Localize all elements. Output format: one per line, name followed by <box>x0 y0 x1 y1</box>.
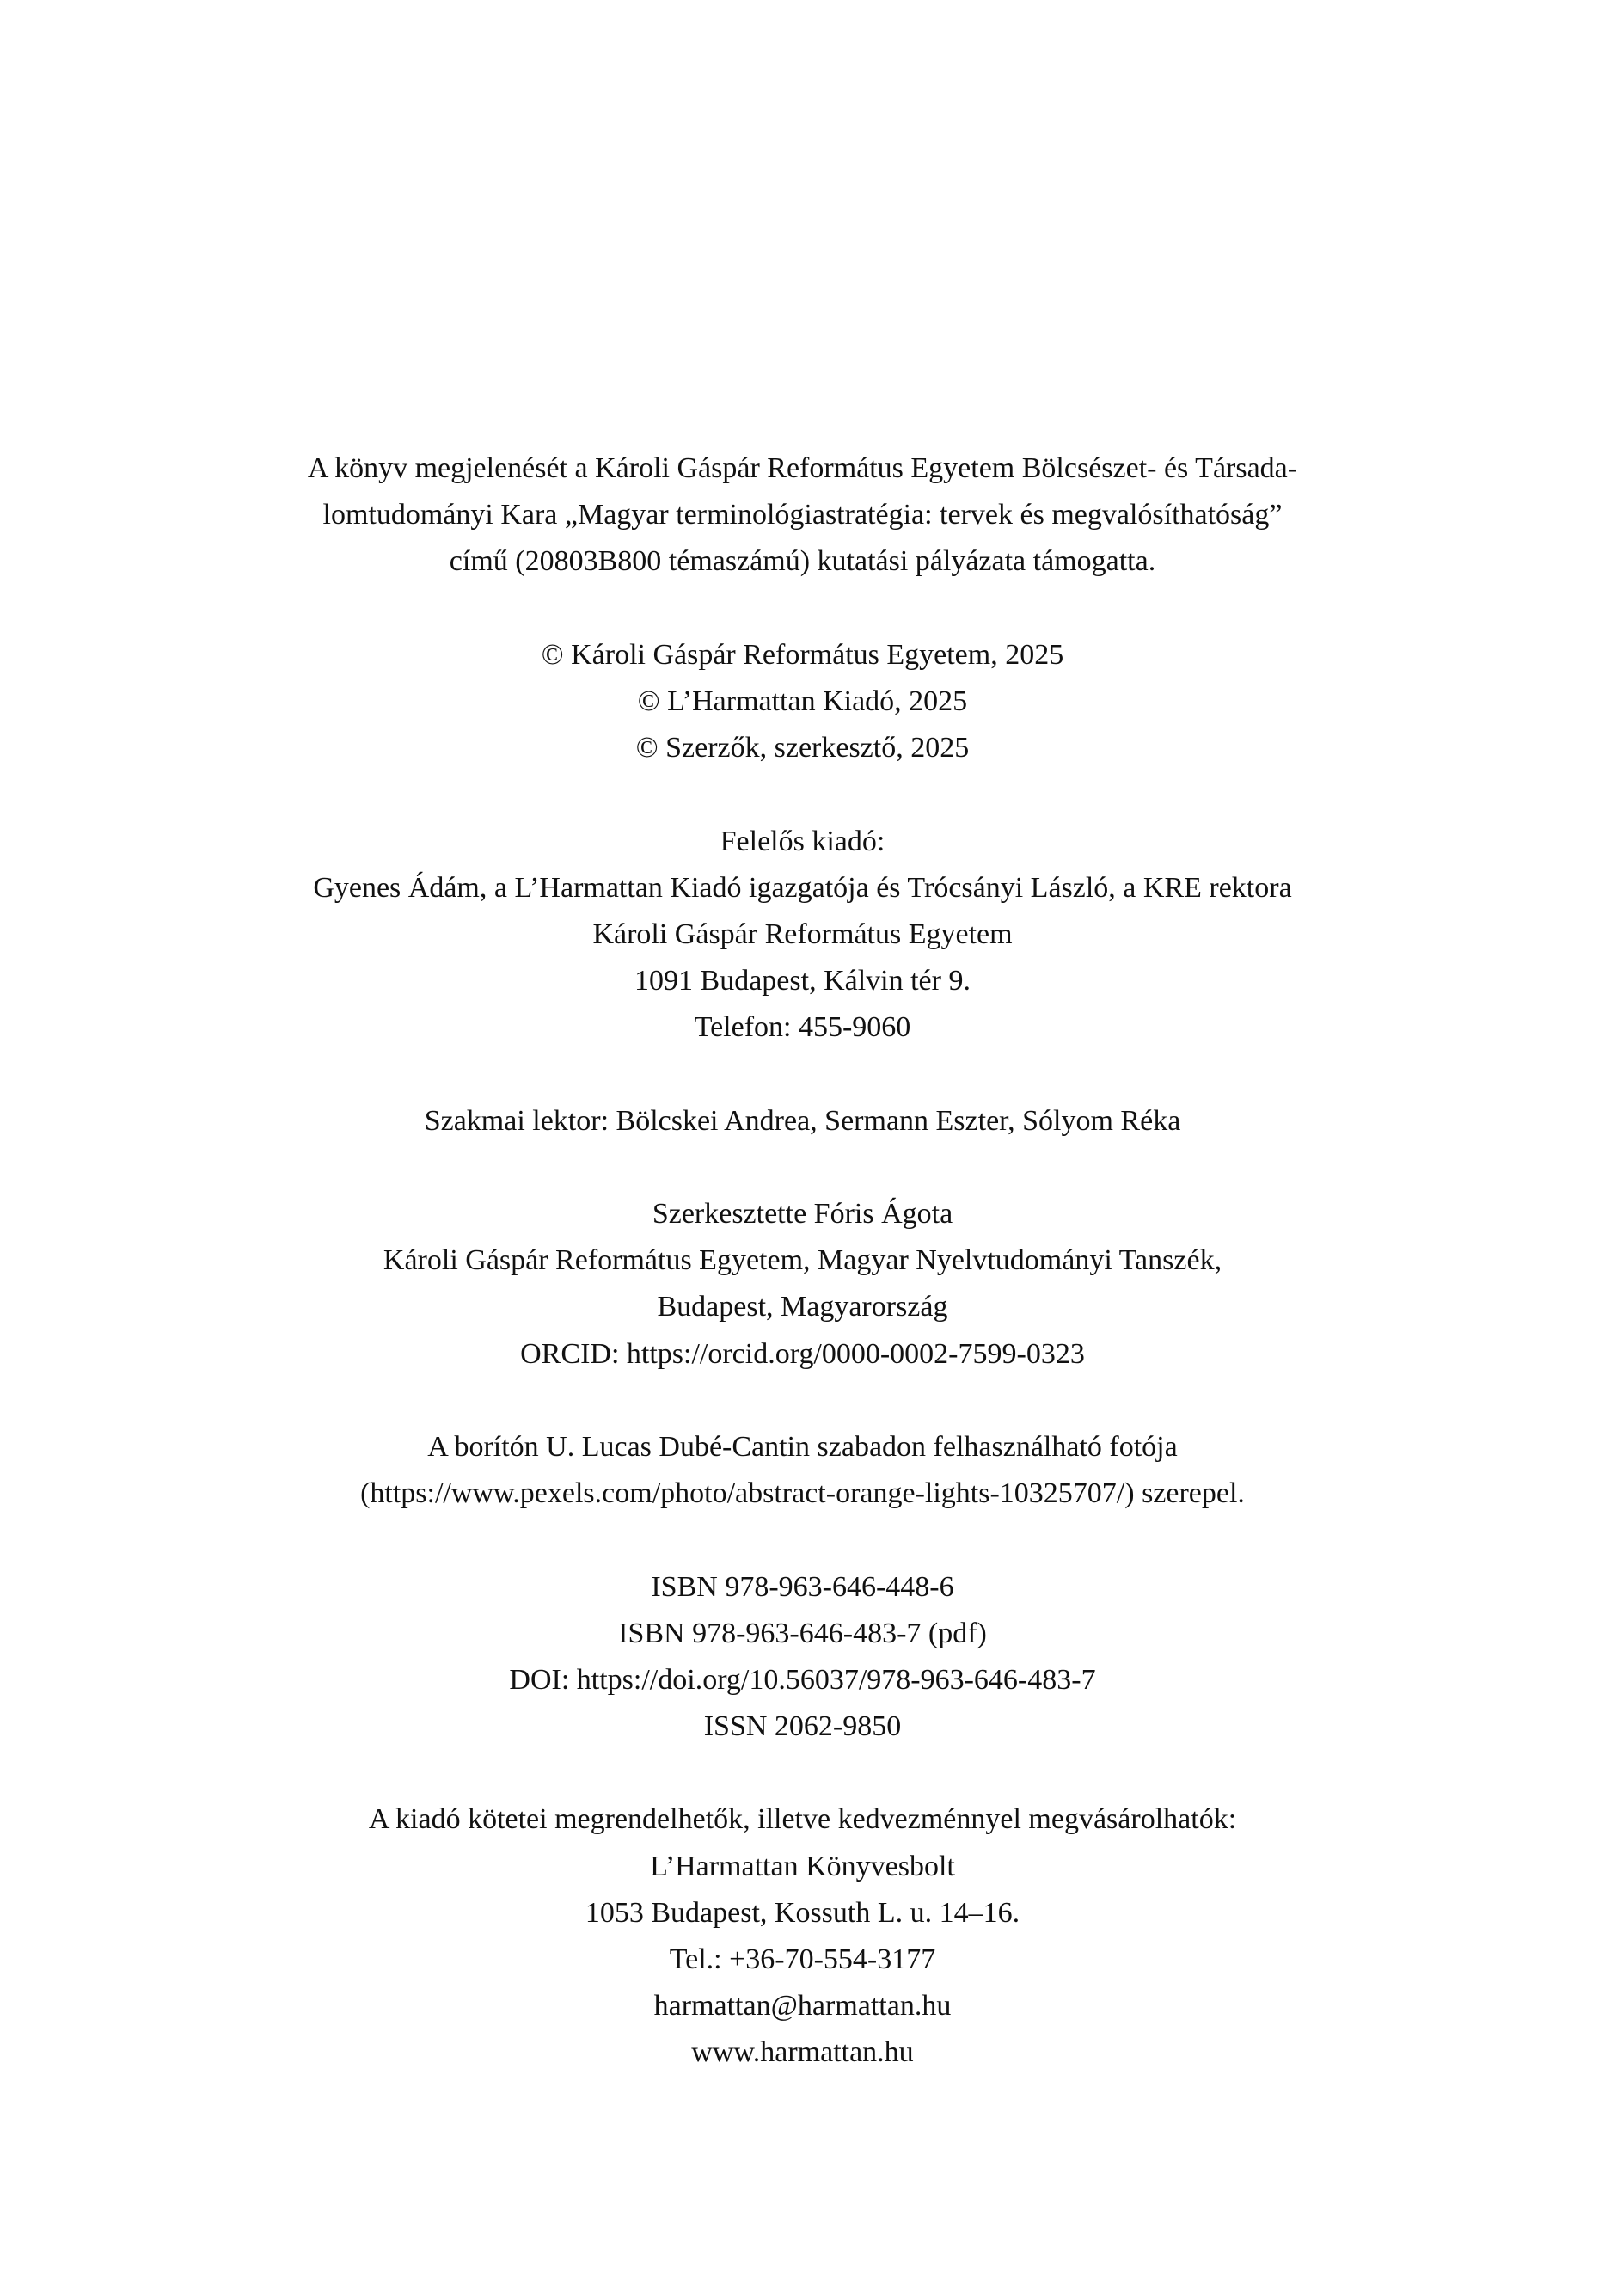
bookstore-email-link[interactable]: harmattan@harmattan.hu <box>653 1990 952 2023</box>
copyright-line: © Szerzők, szerkesztő, 2025 <box>635 732 970 764</box>
publisher-address: 1091 Budapest, Kálvin tér 9. <box>634 965 971 998</box>
bookstore-address: 1053 Budapest, Kossuth L. u. 14–16. <box>585 1896 1020 1929</box>
editor-line: Szerkesztette Fóris Ágota <box>652 1198 953 1230</box>
reviewers-block <box>0 1098 1605 1145</box>
funding-line: A könyv megjelenését a Károli Gáspár Református Egyetem Bölcsészet- és Társada- <box>307 452 1298 484</box>
publisher-line: Gyenes Ádám, a L’Harmattan Kiadó igazgatója és Trócsányi László, a KRE rektora <box>313 871 1292 904</box>
editor-block <box>0 1191 1605 1378</box>
isbn-print: ISBN 978-963-646-448-6 <box>651 1570 954 1603</box>
bookstore-heading: A kiadó kötetei megrendelhetők, illetve kedvezménnyel megvásárolhatók: <box>368 1803 1237 1836</box>
doi-link[interactable]: DOI: https://doi.org/10.56037/978-963-646-483-7 <box>509 1663 1096 1696</box>
publisher-line: Károli Gáspár Református Egyetem <box>592 918 1013 950</box>
editor-location: Budapest, Magyarország <box>657 1291 948 1323</box>
copyright-block <box>0 632 1605 772</box>
issn: ISSN 2062-9850 <box>703 1710 902 1743</box>
publisher-phone: Telefon: 455-9060 <box>694 1011 911 1044</box>
bookstore-phone: Tel.: +36-70-554-3177 <box>669 1943 936 1975</box>
funding-line: című (20803B800 témaszámú) kutatási pályázata támogatta. <box>449 545 1156 578</box>
bookstore-name: L’Harmattan Könyvesbolt <box>650 1850 955 1882</box>
bookstore-website-link[interactable]: www.harmattan.hu <box>691 2036 914 2069</box>
funding-statement <box>0 445 1605 586</box>
copyright-line: © Károli Gáspár Református Egyetem, 2025 <box>541 638 1064 671</box>
cover-credit-line: A borítón U. Lucas Dubé-Cantin szabadon felhasználható fotója <box>427 1430 1178 1463</box>
reviewers-line: Szakmai lektor: Bölcskei Andrea, Sermann Eszter, Sólyom Réka <box>424 1104 1181 1137</box>
bookstore-block <box>0 1796 1605 2076</box>
isbn-pdf: ISBN 978-963-646-483-7 (pdf) <box>618 1617 987 1649</box>
funding-line: lomtudományi Kara „Magyar terminológiastratégia: tervek és megvalósíthatóság” <box>322 499 1283 531</box>
publisher-heading: Felelős kiadó: <box>720 825 885 857</box>
editor-affiliation: Károli Gáspár Református Egyetem, Magyar Nyelvtudományi Tanszék, <box>383 1244 1222 1277</box>
editor-orcid-link[interactable]: ORCID: https://orcid.org/0000-0002-7599-0323 <box>520 1337 1085 1370</box>
copyright-line: © L’Harmattan Kiadó, 2025 <box>637 685 968 717</box>
publisher-block <box>0 819 1605 1052</box>
cover-credit-block <box>0 1424 1605 1517</box>
identifiers-block <box>0 1564 1605 1751</box>
imprint-page <box>0 445 1605 2077</box>
cover-credit-link[interactable]: (https://www.pexels.com/photo/abstract-orange-lights-10325707/) szerepel. <box>360 1477 1245 1510</box>
